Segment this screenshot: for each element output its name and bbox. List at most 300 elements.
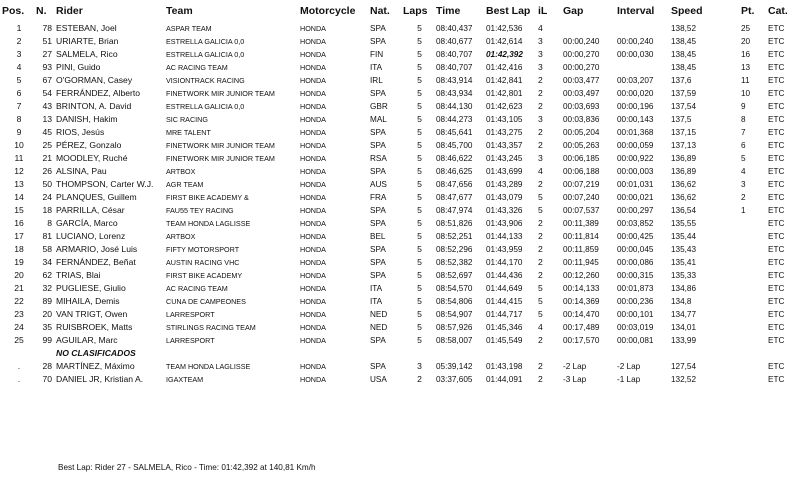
cell-num: 8 — [47, 218, 52, 228]
cell-best: 01:45,549 — [486, 336, 523, 345]
cell-time: 03:37,605 — [436, 375, 473, 384]
cell-num: 34 — [42, 257, 52, 267]
table-row — [2, 152, 797, 165]
cell-interval: 00:03,852 — [617, 219, 654, 228]
table-row — [2, 269, 797, 282]
cell-pt: 4 — [741, 167, 746, 176]
cell-cat: ETC — [768, 141, 785, 150]
cell-nat: SPA — [370, 362, 386, 371]
cell-time: 08:47,677 — [436, 193, 473, 202]
cell-il: 2 — [538, 257, 543, 267]
cell-cat: ETC — [768, 154, 785, 163]
cell-best: 01:43,198 — [486, 362, 523, 371]
cell-gap: 00:03,497 — [563, 89, 600, 98]
cell-pt — [741, 321, 768, 334]
cell-cat: ETC — [768, 206, 785, 215]
table-row — [2, 48, 797, 61]
table-row — [2, 191, 797, 204]
cell-cat: ETC — [768, 232, 785, 241]
table-row — [2, 35, 797, 48]
cell-num: 93 — [42, 62, 52, 72]
cell-pos: 18 — [14, 244, 24, 254]
cell-pt: 11 — [741, 76, 750, 85]
cell-team: CUNA DE CAMPEONES — [166, 297, 246, 306]
cell-moto: HONDA — [300, 89, 326, 98]
cell-laps: 2 — [417, 374, 422, 384]
cell-gap: 00:06,185 — [563, 154, 600, 163]
cell-rider: SALMELA, Rico — [56, 49, 118, 59]
col-num: N. — [36, 5, 47, 17]
cell-pt — [741, 282, 768, 295]
cell-time: 08:43,934 — [436, 89, 473, 98]
table-row — [2, 165, 797, 178]
cell-gap: 00:11,945 — [563, 258, 599, 267]
cell-time: 08:46,622 — [436, 154, 473, 163]
cell-team: LARRESPORT — [166, 310, 215, 319]
cell-num: 70 — [42, 374, 52, 384]
cell-best: 01:43,906 — [486, 219, 523, 228]
table-row — [2, 243, 797, 256]
cell-num: 67 — [42, 75, 52, 85]
cell-best: 01:44,436 — [486, 271, 523, 280]
cell-laps: 5 — [417, 88, 422, 98]
cell-pt: 9 — [741, 102, 746, 111]
cell-rider: PUGLIESE, Giulio — [56, 283, 126, 293]
results-table — [2, 0, 797, 386]
table-row — [2, 373, 797, 386]
cell-num: 81 — [42, 231, 52, 241]
cell-pos: . — [17, 374, 21, 384]
cell-nat: SPA — [370, 245, 386, 254]
cell-il: 2 — [538, 335, 543, 345]
cell-interval: 00:00,425 — [617, 232, 654, 241]
cell-gap: 00:00,270 — [563, 63, 600, 72]
table-row — [2, 178, 797, 191]
col-pos: Pos. — [2, 5, 25, 17]
cell-speed: 137,13 — [671, 141, 697, 150]
cell-moto: HONDA — [300, 323, 326, 332]
cell-gap: 00:03,836 — [563, 115, 600, 124]
cell-rider: RUISBROEK, Matts — [56, 322, 133, 332]
cell-moto: HONDA — [300, 76, 326, 85]
cell-rider: URIARTE, Brian — [56, 36, 119, 46]
cell-team: FINETWORK MIR JUNIOR TEAM — [166, 89, 275, 98]
cell-nat: SPA — [370, 24, 386, 33]
cell-moto: HONDA — [300, 167, 326, 176]
cell-time: 08:52,296 — [436, 245, 473, 254]
cell-gap: 00:05,263 — [563, 141, 600, 150]
cell-time: 05:39,142 — [436, 362, 473, 371]
cell-rider: ARMARIO, José Luis — [56, 244, 138, 254]
cell-nat: BEL — [370, 232, 386, 241]
cell-time: 08:44,273 — [436, 115, 473, 124]
cell-moto: HONDA — [300, 310, 326, 319]
cell-pt: 10 — [741, 89, 751, 98]
cell-gap: -3 Lap — [563, 375, 587, 384]
cell-laps: 5 — [417, 205, 422, 215]
cell-pos: 3 — [16, 49, 22, 59]
cell-num: 13 — [42, 114, 52, 124]
cell-interval: 00:00,297 — [617, 206, 654, 215]
cell-time: 08:40,677 — [436, 37, 473, 46]
cell-speed: 137,54 — [671, 102, 697, 111]
cell-gap: 00:07,219 — [563, 180, 600, 189]
cell-rider: FERRÁNDEZ, Alberto — [56, 88, 141, 98]
cell-cat: ETC — [768, 193, 785, 202]
cell-pos: 1 — [16, 23, 22, 33]
cell-time: 08:45,700 — [436, 141, 473, 150]
cell-interval: 00:03,207 — [617, 76, 654, 85]
cell-time: 08:58,007 — [436, 336, 473, 345]
cell-pos: 2 — [16, 36, 22, 46]
cell-il: 4 — [538, 322, 543, 332]
cell-best: 01:44,649 — [486, 284, 523, 293]
cell-best: 01:43,105 — [486, 115, 523, 124]
cell-team: FAU55 TEY RACING — [166, 206, 234, 215]
cell-team: ESTRELLA GALICIA 0,0 — [166, 37, 245, 46]
col-cat: Cat. — [768, 5, 788, 17]
cell-pt — [741, 360, 768, 373]
cell-moto: HONDA — [300, 245, 326, 254]
cell-gap: 00:07,240 — [563, 193, 600, 202]
cell-il: 4 — [538, 166, 543, 176]
cell-interval — [617, 22, 671, 35]
cell-nat: ITA — [370, 63, 383, 72]
cell-moto: HONDA — [300, 115, 326, 124]
cell-nat: AUS — [370, 180, 387, 189]
cell-laps: 3 — [417, 361, 422, 371]
cell-team: TEAM HONDA LAGLISSE — [166, 362, 251, 371]
cell-pt: 8 — [741, 115, 746, 124]
col-nat: Nat. — [370, 5, 390, 17]
cell-laps: 5 — [417, 231, 422, 241]
cell-pt: 16 — [741, 50, 751, 59]
cell-time: 08:54,806 — [436, 297, 473, 306]
cell-best: 01:42,841 — [486, 76, 523, 85]
cell-rider: THOMPSON, Carter W.J. — [56, 179, 154, 189]
col-laps: Laps — [403, 5, 428, 17]
col-speed: Speed — [671, 5, 703, 17]
cell-laps: 5 — [417, 257, 422, 267]
cell-speed: 136,62 — [671, 180, 697, 189]
cell-cat: ETC — [768, 336, 785, 345]
col-time: Time — [436, 5, 461, 17]
cell-best: 01:43,289 — [486, 180, 523, 189]
cell-moto: HONDA — [300, 362, 326, 371]
results-body — [2, 22, 797, 386]
cell-pt: 20 — [741, 37, 751, 46]
cell-laps: 5 — [417, 153, 422, 163]
cell-rider: RIOS, Jesús — [56, 127, 105, 137]
cell-nat: SPA — [370, 89, 386, 98]
cell-moto: HONDA — [300, 193, 326, 202]
cell-team: ARTBOX — [166, 167, 196, 176]
cell-team: ASPAR TEAM — [166, 24, 212, 33]
cell-pos: 21 — [14, 283, 24, 293]
cell-il: 3 — [538, 36, 543, 46]
cell-rider: ALSINA, Pau — [56, 166, 107, 176]
cell-best: 01:43,245 — [486, 154, 523, 163]
cell-best: 01:42,392 — [486, 50, 523, 59]
table-row — [2, 61, 797, 74]
cell-cat: ETC — [768, 24, 785, 33]
cell-cat: ETC — [768, 167, 785, 176]
cell-nat: SPA — [370, 336, 386, 345]
cell-num: 28 — [42, 361, 52, 371]
cell-pos: 5 — [16, 75, 22, 85]
cell-il: 3 — [538, 153, 543, 163]
cell-pt: 6 — [741, 141, 746, 150]
cell-nat: FRA — [370, 193, 387, 202]
cell-num: 50 — [42, 179, 52, 189]
table-row — [2, 282, 797, 295]
table-row — [2, 217, 797, 230]
cell-cat: ETC — [768, 102, 785, 111]
cell-num: 25 — [42, 140, 52, 150]
cell-rider: MOODLEY, Ruché — [56, 153, 128, 163]
cell-il: 3 — [538, 62, 543, 72]
cell-moto: HONDA — [300, 232, 326, 241]
cell-rider: DANIEL JR, Kristian A. — [56, 374, 144, 384]
cell-speed: 138,52 — [671, 24, 697, 33]
cell-pt: 7 — [741, 128, 746, 137]
cell-num: 99 — [42, 335, 52, 345]
table-row — [2, 256, 797, 269]
cell-gap: 00:07,537 — [563, 206, 600, 215]
table-row — [2, 321, 797, 334]
cell-moto: HONDA — [300, 297, 326, 306]
cell-team: FINETWORK MIR JUNIOR TEAM — [166, 154, 275, 163]
cell-interval: 00:00,030 — [617, 50, 654, 59]
cell-time: 08:47,974 — [436, 206, 473, 215]
cell-best: 01:44,133 — [486, 232, 523, 241]
cell-nat: SPA — [370, 37, 386, 46]
col-moto: Motorcycle — [300, 5, 356, 17]
table-row — [2, 87, 797, 100]
cell-il: 2 — [538, 231, 543, 241]
cell-cat: ETC — [768, 284, 785, 293]
cell-cat: ETC — [768, 310, 785, 319]
section-row — [2, 347, 797, 360]
cell-rider: BRINTON, A. David — [56, 101, 132, 111]
cell-il: 2 — [538, 361, 543, 371]
cell-team: AGR TEAM — [166, 180, 204, 189]
cell-time: 08:51,826 — [436, 219, 473, 228]
col-pt: Pt. — [741, 5, 755, 17]
cell-best: 01:45,346 — [486, 323, 523, 332]
cell-moto: HONDA — [300, 37, 326, 46]
cell-team: ESTRELLA GALICIA 0,0 — [166, 102, 245, 111]
cell-nat: RSA — [370, 154, 387, 163]
cell-pos: 15 — [14, 205, 24, 215]
cell-laps: 5 — [417, 36, 422, 46]
cell-cat: ETC — [768, 128, 785, 137]
cell-time: 08:46,625 — [436, 167, 473, 176]
cell-time: 08:45,641 — [436, 128, 473, 137]
cell-rider: MARTÍNEZ, Máximo — [56, 361, 135, 371]
col-gap: Gap — [563, 5, 584, 17]
cell-team: AC RACING TEAM — [166, 63, 228, 72]
cell-rider: PÉREZ, Gonzalo — [56, 140, 122, 150]
cell-laps: 5 — [417, 296, 422, 306]
cell-num: 78 — [42, 23, 52, 33]
cell-speed: 136,54 — [671, 206, 697, 215]
cell-moto: HONDA — [300, 50, 326, 59]
cell-speed: 137,5 — [671, 115, 692, 124]
cell-rider: PINI, Guido — [56, 62, 101, 72]
cell-laps: 5 — [417, 166, 422, 176]
cell-rider: DANISH, Hakim — [56, 114, 118, 124]
cell-rider: TRIAS, Blai — [56, 270, 101, 280]
cell-speed: 138,45 — [671, 63, 697, 72]
header-row — [2, 0, 797, 22]
cell-nat: SPA — [370, 271, 386, 280]
cell-moto: HONDA — [300, 271, 326, 280]
section-label: NO CLASIFICADOS — [56, 348, 136, 358]
cell-pt — [741, 295, 768, 308]
cell-cat: ETC — [768, 89, 785, 98]
cell-team: FIRST BIKE ACADEMY — [166, 271, 243, 280]
cell-nat: NED — [370, 323, 388, 332]
cell-team: AUSTIN RACING VHC — [166, 258, 240, 267]
cell-team: FIFTY MOTORSPORT — [166, 245, 240, 254]
cell-speed: 134,8 — [671, 297, 692, 306]
cell-pos: 12 — [14, 166, 24, 176]
cell-time: 08:52,382 — [436, 258, 473, 267]
cell-il: 5 — [538, 205, 543, 215]
cell-laps: 5 — [417, 309, 422, 319]
cell-pt: 1 — [741, 206, 746, 215]
cell-laps: 5 — [417, 62, 422, 72]
cell-moto: HONDA — [300, 219, 326, 228]
cell-pos: 10 — [14, 140, 24, 150]
cell-team: SIC RACING — [166, 115, 208, 124]
cell-gap: 00:03,477 — [563, 76, 600, 85]
cell-gap — [563, 22, 617, 35]
cell-gap: 00:17,570 — [563, 336, 600, 345]
cell-pos: 22 — [14, 296, 24, 306]
cell-pt: 2 — [741, 193, 746, 202]
cell-il: 3 — [538, 49, 543, 59]
cell-nat: FIN — [370, 50, 384, 59]
cell-speed: 137,6 — [671, 76, 692, 85]
cell-speed: 135,43 — [671, 245, 697, 254]
cell-best: 01:44,170 — [486, 258, 523, 267]
cell-moto: HONDA — [300, 180, 326, 189]
cell-pt — [741, 373, 768, 386]
cell-moto: HONDA — [300, 24, 326, 33]
cell-best: 01:43,699 — [486, 167, 523, 176]
cell-nat: MAL — [370, 115, 387, 124]
cell-gap: 00:05,204 — [563, 128, 600, 137]
cell-il: 5 — [538, 309, 543, 319]
cell-interval: 00:00,086 — [617, 258, 654, 267]
cell-gap: 00:17,489 — [563, 323, 600, 332]
cell-gap: 00:12,260 — [563, 271, 600, 280]
table-row — [2, 100, 797, 113]
table-row — [2, 74, 797, 87]
cell-nat: NED — [370, 310, 388, 319]
cell-il: 2 — [538, 101, 543, 111]
cell-speed: 137,59 — [671, 89, 697, 98]
cell-team: ESTRELLA GALICIA 0,0 — [166, 50, 245, 59]
cell-time: 08:57,926 — [436, 323, 473, 332]
cell-laps: 5 — [417, 140, 422, 150]
cell-interval — [617, 61, 671, 74]
cell-pos: 24 — [14, 322, 24, 332]
cell-nat: SPA — [370, 219, 386, 228]
cell-speed: 136,89 — [671, 167, 697, 176]
cell-cat: ETC — [768, 245, 785, 254]
cell-interval: 00:00,003 — [617, 167, 654, 176]
cell-num: 27 — [42, 49, 52, 59]
cell-pos: 9 — [16, 127, 22, 137]
cell-num: 62 — [42, 270, 52, 280]
cell-il: 2 — [538, 270, 543, 280]
cell-moto: HONDA — [300, 102, 326, 111]
cell-pos: . — [17, 361, 21, 371]
cell-interval: 00:00,240 — [617, 37, 654, 46]
cell-nat: ITA — [370, 297, 383, 306]
cell-num: 43 — [42, 101, 52, 111]
cell-team: LARRESPORT — [166, 336, 215, 345]
cell-il: 2 — [538, 218, 543, 228]
cell-cat: ETC — [768, 271, 785, 280]
col-team: Team — [166, 5, 193, 17]
cell-team: STIRLINGS RACING TEAM — [166, 323, 256, 332]
table-row — [2, 204, 797, 217]
cell-interval: 00:03,019 — [617, 323, 654, 332]
cell-interval: 00:00,196 — [617, 102, 654, 111]
cell-cat: ETC — [768, 323, 785, 332]
cell-pt — [741, 217, 768, 230]
col-best: Best Lap — [486, 5, 531, 17]
cell-gap: 00:14,369 — [563, 297, 600, 306]
cell-gap: 00:11,389 — [563, 219, 599, 228]
cell-pos: 4 — [16, 62, 22, 72]
cell-laps: 5 — [417, 114, 422, 124]
cell-num: 51 — [42, 36, 52, 46]
cell-best: 01:43,079 — [486, 193, 523, 202]
table-row — [2, 139, 797, 152]
cell-best: 01:43,959 — [486, 245, 523, 254]
cell-interval: 00:00,021 — [617, 193, 654, 202]
cell-rider: PARRILLA, César — [56, 205, 125, 215]
cell-speed: 135,44 — [671, 232, 697, 241]
cell-best: 01:42,801 — [486, 89, 523, 98]
cell-num: 54 — [42, 88, 52, 98]
cell-cat: ETC — [768, 362, 785, 371]
cell-rider: FERNÁNDEZ, Beñat — [56, 257, 136, 267]
cell-pos: 25 — [14, 335, 24, 345]
col-rider: Rider — [56, 5, 83, 17]
table-row — [2, 334, 797, 347]
cell-time: 08:40,437 — [436, 24, 473, 33]
cell-pos: 19 — [14, 257, 24, 267]
cell-interval: 00:00,020 — [617, 89, 654, 98]
cell-laps: 5 — [417, 23, 422, 33]
cell-num: 20 — [42, 309, 52, 319]
cell-pt — [741, 243, 768, 256]
cell-pt: 13 — [741, 63, 751, 72]
table-row — [2, 360, 797, 373]
cell-best: 01:42,614 — [486, 37, 523, 46]
cell-speed: 136,62 — [671, 193, 697, 202]
cell-num: 89 — [42, 296, 52, 306]
cell-team: FIRST BIKE ACADEMY & — [166, 193, 249, 202]
cell-num: 58 — [42, 244, 52, 254]
cell-team: MRE TALENT — [166, 128, 211, 137]
